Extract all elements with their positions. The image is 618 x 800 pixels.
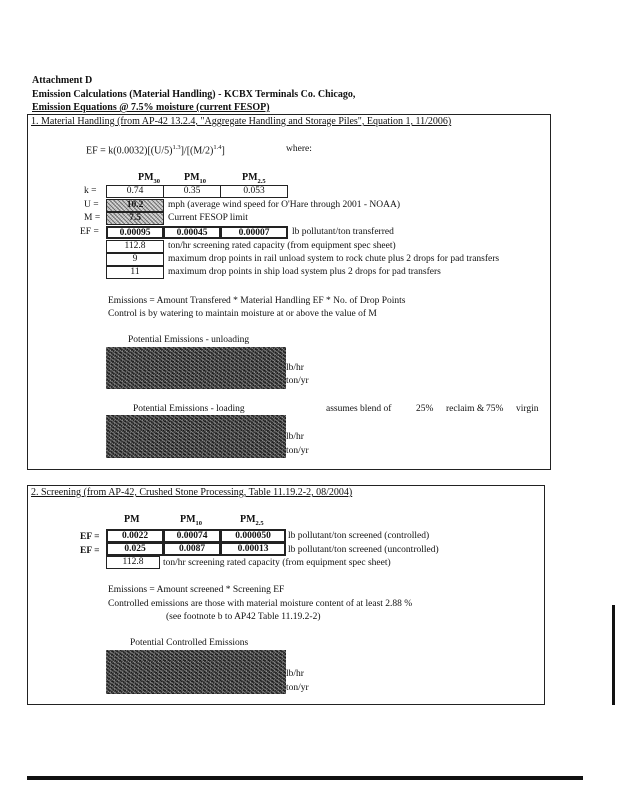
- k-value-pm10: 0.35: [163, 185, 221, 198]
- reclaim-label: reclaim &: [446, 404, 485, 414]
- s2-ef-controlled-pm10: 0.00074: [163, 529, 221, 543]
- col-header-pm25: $PM_{2.5}$: [242, 172, 266, 185]
- document-title: Emission Calculations (Material Handling) - KCBX Terminals Co. Chicago,: [32, 89, 356, 100]
- k-label: k =: [84, 186, 97, 196]
- ef-value-pm30: 0.00095: [106, 226, 164, 239]
- scan-edge-mark: [612, 605, 615, 705]
- ef-formula: EF = $k(0.0032)[(U/5)^{1.3}]/[(M/2)^{1.4}]$: [86, 144, 225, 157]
- unloading-unit-tonyr: ton/yr: [286, 376, 309, 386]
- control-note: Control is by watering to maintain moisture at or above the value of M: [108, 309, 377, 319]
- blend-assumes-label: assumes blend of: [326, 404, 392, 414]
- s2-potential-title: Potential Controlled Emissions: [130, 638, 249, 648]
- section2-heading: 2. Screening (from AP-42, Crushed Stone Processing, Table 11.19.2-2, 08/2004): [31, 487, 353, 498]
- m-description: Current FESOP limit: [168, 213, 248, 223]
- k-value-pm30: 0.74: [106, 185, 164, 198]
- where-label: where:: [286, 144, 312, 154]
- s2-redacted-block: [106, 650, 286, 694]
- unloading-title: Potential Emissions - unloading: [128, 335, 250, 345]
- s2-col-header-pm: PM: [124, 514, 140, 525]
- section1-heading: 1. Material Handling (from AP-42 13.2.4, "Aggregate Handling and Storage Piles", Equation 1, 11/2006): [31, 116, 452, 127]
- ship-drop-points-description: maximum drop points in ship load system plus 2 drops for pad transfers: [168, 267, 441, 277]
- s2-footnote: (see footnote b to AP42 Table 11.19.2-2): [166, 612, 321, 622]
- ef-value-pm10: 0.00045: [163, 226, 221, 239]
- virgin-percent: 75%: [486, 404, 504, 414]
- capacity-value: 112.8: [106, 240, 164, 253]
- m-value: 7.5: [129, 213, 141, 223]
- document-subtitle: Emission Equations @ 7.5% moisture (current FESOP): [32, 102, 270, 113]
- s2-ef-uncontrolled-pm: 0.025: [106, 542, 164, 556]
- unloading-unit-lbhr: lb/hr: [286, 363, 304, 373]
- k-value-pm25: 0.053: [220, 185, 288, 198]
- ef-label: EF =: [80, 227, 99, 237]
- s2-unit-tonyr: ton/yr: [286, 683, 309, 693]
- s2-ef-controlled-pm: 0.0022: [106, 529, 164, 543]
- s2-capacity-value: 112.8: [106, 556, 160, 569]
- s2-ef-controlled-label: EF =: [80, 532, 100, 542]
- loading-title: Potential Emissions - loading: [133, 404, 245, 414]
- attachment-label: Attachment D: [32, 75, 93, 86]
- col-header-pm10: $PM_{10}$: [184, 172, 207, 185]
- s2-ef-uncontrolled-description: lb pollutant/ton screened (uncontrolled): [288, 545, 439, 555]
- unloading-redacted-block: [106, 347, 286, 389]
- s2-ef-uncontrolled-pm10: 0.0087: [163, 542, 221, 556]
- rail-drop-points-value: 9: [106, 253, 164, 266]
- emissions-equation: Emissions = Amount Transfered * Material Handling EF * No. of Drop Points: [108, 296, 406, 306]
- col-header-pm30: $PM_{30}$: [138, 172, 161, 185]
- ef-value-pm25: 0.00007: [220, 226, 288, 239]
- s2-ef-controlled-description: lb pollutant/ton screened (controlled): [288, 531, 430, 541]
- s2-controlled-note: Controlled emissions are those with material moisture content of at least 2.88 %: [108, 599, 413, 609]
- rail-drop-points-description: maximum drop points in rail unload system to rock chute plus 2 drops for pad transfers: [168, 254, 500, 264]
- s2-col-header-pm10: $PM_{10}$: [180, 514, 203, 527]
- s2-col-header-pm25: $PM_{2.5}$: [240, 514, 264, 527]
- loading-unit-lbhr: lb/hr: [286, 432, 304, 442]
- s2-emissions-equation: Emissions = Amount screened * Screening EF: [108, 585, 285, 595]
- loading-unit-tonyr: ton/yr: [286, 446, 309, 456]
- loading-redacted-block: [106, 415, 286, 458]
- virgin-label: virgin: [516, 404, 539, 414]
- s2-ef-uncontrolled-label: EF =: [80, 546, 100, 556]
- capacity-description: ton/hr screening rated capacity (from equipment spec sheet): [168, 241, 396, 251]
- s2-capacity-description: ton/hr screening rated capacity (from equipment spec sheet): [163, 558, 391, 568]
- reclaim-percent: 25%: [416, 404, 434, 414]
- u-label: U =: [84, 200, 99, 210]
- u-description: mph (average wind speed for O'Hare through 2001 - NOAA): [168, 200, 401, 210]
- s2-unit-lbhr: lb/hr: [286, 669, 304, 679]
- page-bottom-rule: [27, 776, 583, 780]
- ship-drop-points-value: 11: [106, 266, 164, 279]
- u-value: 10.2: [126, 200, 144, 210]
- ef-description: lb pollutant/ton transferred: [292, 227, 394, 237]
- s2-ef-uncontrolled-pm25: 0.00013: [220, 542, 286, 556]
- m-label: M =: [84, 213, 101, 223]
- s2-ef-controlled-pm25: 0.000050: [220, 529, 286, 543]
